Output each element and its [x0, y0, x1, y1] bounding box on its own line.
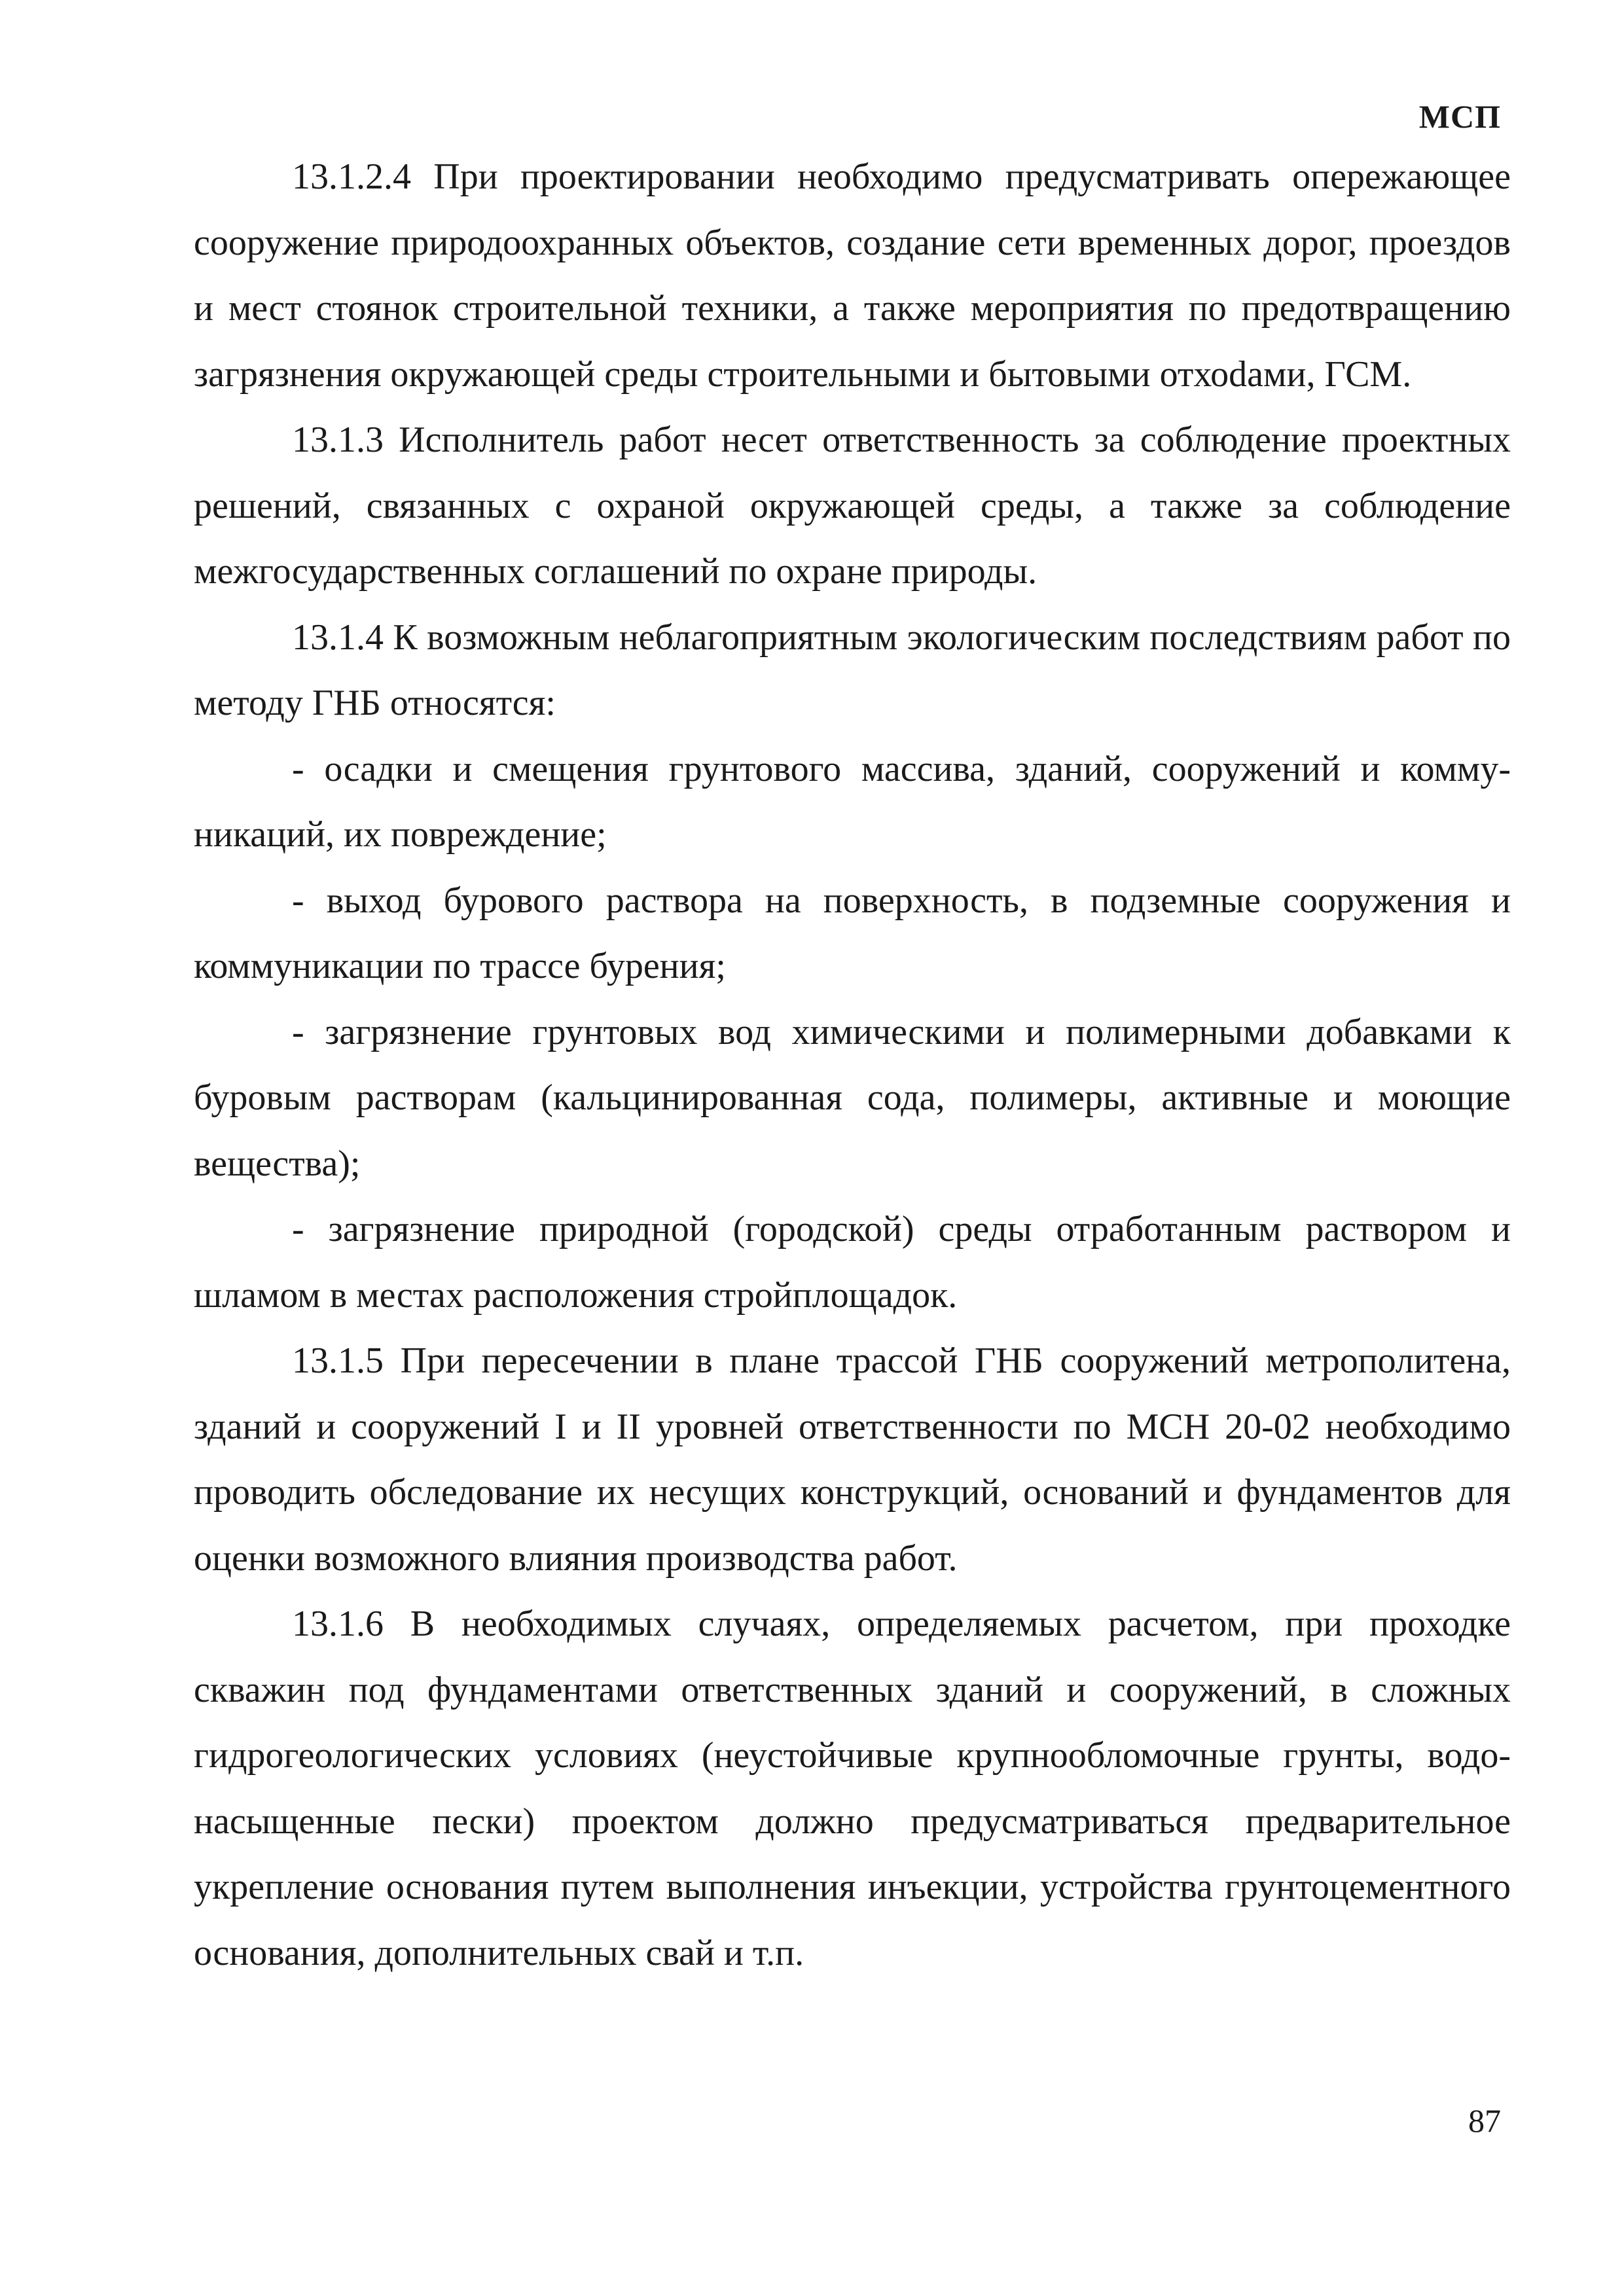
list-item-environment-contamination: - загрязнение природной (городской) среды отработанным раствором и шламом в местах расположения стройплощадок. — [194, 1209, 1511, 1316]
list-item-drilling-fluid-release: - выход бурового раствора на поверхность, в подземные сооружения и коммуникации по трассе бурения; — [194, 880, 1511, 986]
paragraph-13-1-6: 13.1.6 В необходимых случаях, определяемых расчетом, при проходке скважин под фундаментами ответственных зданий и сооружений, в сложных гидрогеологических условиях (неустойчивые крупнообломочные грунты, водонасыщенные пески) проектом должно предусматриваться предварительное укрепление основания путем выполнения инъекции, устройства грунтоцементного основания, дополнительных свай и т.п. — [194, 1604, 1511, 1973]
page-number: 87 — [1468, 2102, 1501, 2139]
paragraph-13-1-2-4: 13.1.2.4 При проектировании необходимо предусматривать опережающее сооружение природоохранных объектов, создание сети временных дорог, проездов и мест стоянок строительной техники, а также мероприятия по предотвращению загрязнения окружающей среды строительными и бытовыми отхоdами, ГСМ. — [194, 156, 1511, 395]
paragraph-13-1-5: 13.1.5 При пересечении в плане трассой ГНБ сооружений метрополитена, зданий и сооружений I и II уровней ответственности по МСН 20-02 необходимо проводить обследование их несущих конструкций, оснований и фундаментов для оценки возможного влияния производства работ. — [194, 1340, 1511, 1579]
paragraph-13-1-3: 13.1.3 Исполнитель работ несет ответственность за соблюдение проектных решений, связанных с охраной окружающей среды, а также за соблюдение межгосударственных соглашений по охране природы. — [194, 420, 1511, 592]
document-body — [194, 144, 1511, 1986]
paragraph-13-1-4: 13.1.4 К возможным неблагоприятным экологическим последствиям работ по методу ГНБ относятся: — [194, 617, 1511, 723]
list-item-settlement: - осадки и смещения грунтового массива, зданий, сооружений и коммуникаций, их повреждение; — [194, 748, 1511, 855]
document-code-header: МСП — [1418, 98, 1501, 135]
list-item-groundwater-contamination: - загрязнение грунтовых вод химическими и полимерными добавками к буровым растворам (кальцинированная сода, полимеры, активные и моющие вещества); — [194, 1011, 1511, 1184]
